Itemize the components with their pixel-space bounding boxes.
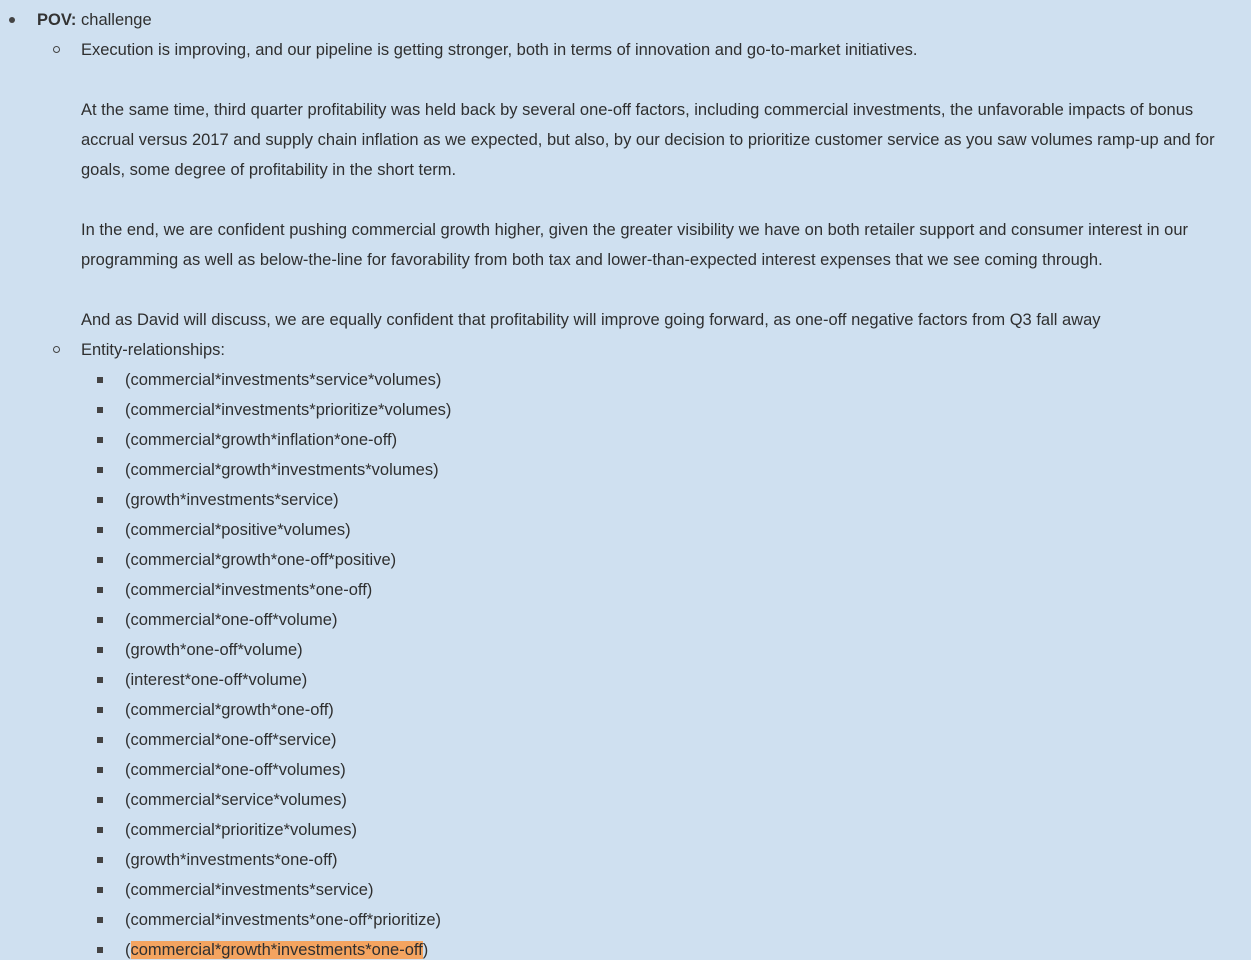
square-bullet (97, 407, 103, 413)
square-bullet (97, 527, 103, 533)
entity-text: (commercial*service*volumes) (125, 791, 347, 809)
list-item (0, 635, 1251, 665)
circle-bullet (53, 46, 60, 53)
square-bullet (97, 887, 103, 893)
list-item (0, 875, 1251, 905)
entity-text: (growth*investments*one-off) (125, 851, 338, 869)
list-item (0, 725, 1251, 755)
entity-text: (commercial*investments*service*volumes) (125, 371, 442, 389)
entity-text: (commercial*growth*one-off) (125, 701, 334, 719)
list-item (0, 425, 1251, 455)
square-bullet (97, 737, 103, 743)
highlighted-text[interactable]: commercial*growth*investments*one-off (130, 941, 423, 959)
entity-text: (commercial*investments*one-off*prioritize) (125, 911, 442, 929)
entity-list (0, 365, 1251, 960)
summary-paragraph-4: And as David will discuss, we are equally confident that profitability will improve going forward, as one-off negative factors from Q3 fall away (81, 311, 1101, 329)
entities-label: Entity-relationships: (81, 341, 225, 359)
entity-text: (growth*one-off*volume) (125, 641, 303, 659)
square-bullet (97, 437, 103, 443)
disc-bullet (9, 17, 15, 23)
list-item (0, 785, 1251, 815)
list-item (0, 815, 1251, 845)
square-bullet (97, 767, 103, 773)
list-item (0, 575, 1251, 605)
circle-bullet (53, 346, 60, 353)
entity-text: (growth*investments*service) (125, 491, 339, 509)
entity-text: (commercial*one-off*volumes) (125, 761, 346, 779)
list-item (0, 605, 1251, 635)
entity-text: (commercial*growth*one-off*positive) (125, 551, 397, 569)
paragraph-gap (0, 65, 1251, 95)
list-item (0, 695, 1251, 725)
square-bullet (97, 707, 103, 713)
list-item (0, 515, 1251, 545)
entity-text: (commercial*investments*prioritize*volumes) (125, 401, 452, 419)
entity-text (125, 935, 428, 960)
square-bullet (97, 557, 103, 563)
entity-text: (commercial*growth*investments*volumes) (125, 461, 439, 479)
pov-label: POV: (37, 11, 77, 29)
square-bullet (97, 677, 103, 683)
list-item (0, 755, 1251, 785)
square-bullet (97, 587, 103, 593)
pov-line (37, 5, 152, 35)
list-item (0, 905, 1251, 935)
square-bullet (97, 377, 103, 383)
pov-row (0, 5, 1251, 35)
square-bullet (97, 917, 103, 923)
square-bullet (97, 947, 103, 953)
list-item (0, 845, 1251, 875)
entity-text: (commercial*growth*inflation*one-off) (125, 431, 398, 449)
entity-text: (interest*one-off*volume) (125, 671, 308, 689)
square-bullet (97, 827, 103, 833)
square-bullet (97, 467, 103, 473)
list-item (0, 485, 1251, 515)
list-item (0, 455, 1251, 485)
entity-text: (commercial*investments*service) (125, 881, 374, 899)
entity-text: (commercial*one-off*volume) (125, 611, 338, 629)
square-bullet (97, 857, 103, 863)
summary-paragraph-3: In the end, we are confident pushing commercial growth higher, given the greater visibility we have on both retailer support and consumer interest in our programming as well as below-the-line for favorability from both tax and lower-than-expected interest expenses that we see coming through. (81, 221, 1189, 269)
summary-row (0, 35, 1251, 65)
paragraph-gap (0, 275, 1251, 305)
paragraph-gap (0, 185, 1251, 215)
entity-text: (commercial*positive*volumes) (125, 521, 351, 539)
list-item (0, 665, 1251, 695)
list-item-highlighted (0, 935, 1251, 960)
entity-text: (commercial*one-off*service) (125, 731, 337, 749)
pov-value: challenge (76, 11, 152, 29)
square-bullet (97, 497, 103, 503)
square-bullet (97, 797, 103, 803)
close-paren: ) (422, 941, 429, 959)
entity-text: (commercial*prioritize*volumes) (125, 821, 357, 839)
list-item (0, 365, 1251, 395)
summary-paragraph-1: Execution is improving, and our pipeline is getting stronger, both in terms of innovation and go-to-market initiatives. (81, 41, 918, 59)
list-item (0, 545, 1251, 575)
summary-paragraph-2: At the same time, third quarter profitability was held back by several one-off factors, including commercial investments, the unfavorable impacts of bonus accrual versus 2017 and supply chain inflation as we expected, but also, by our decision to prioritize customer service as you saw volumes ramp-up and for goals, some degree of profitability in the short term. (81, 101, 1215, 179)
list-item (0, 395, 1251, 425)
open-paren: ( (125, 941, 131, 959)
document-body (0, 5, 1251, 960)
square-bullet (97, 647, 103, 653)
entity-text: (commercial*investments*one-off) (125, 581, 373, 599)
square-bullet (97, 617, 103, 623)
entities-row (0, 335, 1251, 365)
